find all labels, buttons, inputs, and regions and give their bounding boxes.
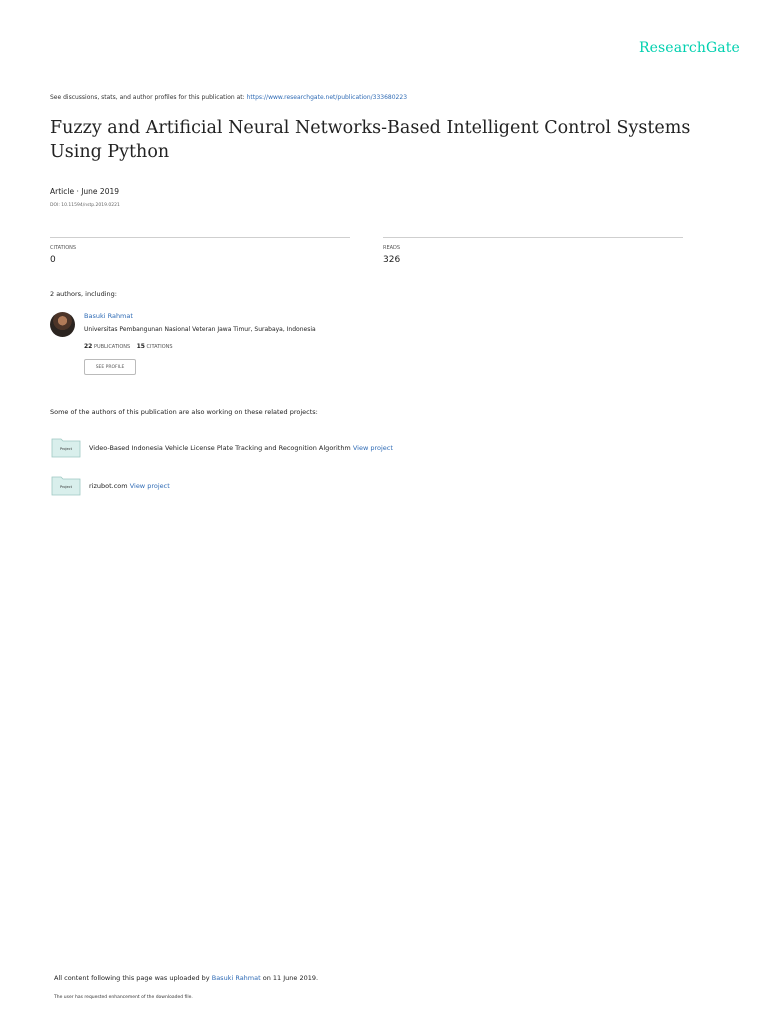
projects-heading: Some of the authors of this publication are also working on these related projects: <box>50 408 318 416</box>
upload-suffix: on 11 June 2019. <box>262 974 319 982</box>
avatar[interactable] <box>50 312 75 337</box>
upload-prefix: All content following this page was uploaded by <box>54 974 210 982</box>
project-item <box>89 444 393 452</box>
project-icon-label: Project <box>60 485 72 489</box>
citations-divider <box>50 237 350 238</box>
discussion-line <box>50 94 407 101</box>
download-note: The user has requested enhancement of the downloaded file. <box>54 995 193 1000</box>
article-doi: DOI: 10.11594/nstp.2019.0221 <box>50 203 120 208</box>
project-icon-label: Project <box>60 447 72 451</box>
authors-heading: 2 authors, including: <box>50 290 117 298</box>
author-institution: Universitas Pembangunan Nasional Veteran Jawa Timur, Surabaya, Indonesia <box>84 326 316 333</box>
upload-line <box>54 974 318 982</box>
article-title: Fuzzy and Artificial Neural Networks-Based Intelligent Control Systems Using Python <box>50 118 691 162</box>
see-profile-button[interactable]: SEE PROFILE <box>84 359 136 375</box>
reads-divider <box>383 237 683 238</box>
article-meta: Article · June 2019 <box>50 187 120 196</box>
reads-label: READS <box>383 245 401 251</box>
researchgate-logo[interactable]: ResearchGate <box>639 40 740 56</box>
reads-value: 326 <box>383 255 401 265</box>
publications-label: PUBLICATIONS <box>93 344 131 350</box>
publications-count: 22 <box>84 343 93 350</box>
citations-label: CITATIONS <box>50 245 77 251</box>
author-citations-count: 15 <box>136 343 145 350</box>
publication-link[interactable]: https://www.researchgate.net/publication/333680223 <box>246 94 408 101</box>
view-project-link[interactable]: View project <box>352 444 393 452</box>
uploader-link[interactable]: Basuki Rahmat <box>211 974 261 982</box>
discussion-prefix: See discussions, stats, and author profiles for this publication at: <box>50 94 245 101</box>
project-item <box>89 482 170 490</box>
project-folder-icon <box>51 474 81 496</box>
citations-value: 0 <box>50 255 56 265</box>
project-title: Video-Based Indonesia Vehicle License Plate Tracking and Recognition Algorithm <box>89 444 351 452</box>
project-folder-icon <box>51 436 81 458</box>
author-name-link[interactable]: Basuki Rahmat <box>84 312 133 320</box>
project-title: rizubot.com <box>89 482 128 490</box>
view-project-link[interactable]: View project <box>129 482 170 490</box>
author-stats <box>84 343 173 350</box>
author-citations-label: CITATIONS <box>146 344 173 350</box>
